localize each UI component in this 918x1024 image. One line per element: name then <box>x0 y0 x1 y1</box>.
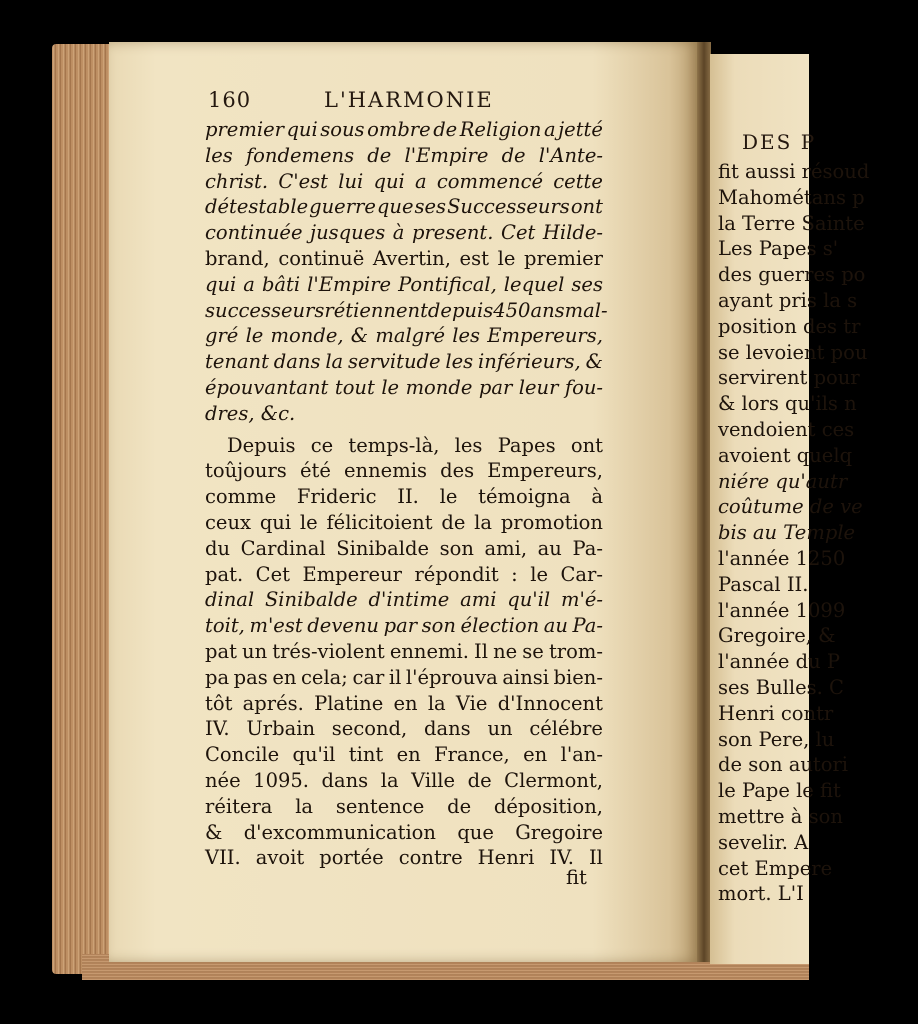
text-line: l'année 1099 <box>718 598 846 622</box>
text-line: christ. C'est lui qui a commencé cette <box>205 169 603 193</box>
book-gutter <box>697 42 711 962</box>
text-line: les fondemens de l'Empire de l'Ante- <box>205 143 603 167</box>
catchword: fit <box>566 866 587 889</box>
left-page-header <box>208 88 603 118</box>
text-line: sevelir. A <box>718 830 809 854</box>
text-line: bis au Temple <box>718 521 856 545</box>
text-line: dinal Sinibalde d'intime ami qu'il m'é- <box>205 588 603 612</box>
text-line: cet Empere <box>718 856 833 880</box>
page-number: 160 <box>208 88 252 112</box>
text-line: successeurs rétiennent depuis 450 ans mal- <box>205 298 608 322</box>
text-line: Depuis ce temps-là, les Papes ont <box>227 433 603 457</box>
text-line: avoient quelq <box>718 443 853 467</box>
text-line: vendoient ces <box>718 417 855 441</box>
text-line: Les Papes s' <box>718 237 839 261</box>
text-line: Mahométans p <box>718 185 865 209</box>
text-line: la Terre Sainte <box>718 211 865 235</box>
text-line: ses Bulles. C <box>718 675 844 699</box>
right-page <box>710 54 870 964</box>
text-line: réitera la sentence de déposition, <box>205 794 603 818</box>
text-line: son Pere, lu <box>718 727 835 751</box>
text-line: du Cardinal Sinibalde son ami, au Pa- <box>205 536 603 560</box>
text-line: toûjours été ennemis des Empereurs, <box>205 459 603 483</box>
text-line: de son autori <box>718 753 849 777</box>
right-page-text <box>718 159 918 907</box>
text-line: VII. avoit portée contre Henri IV. Il <box>205 846 603 870</box>
text-line: l'année 1250 <box>718 546 846 570</box>
left-page-text <box>205 117 608 871</box>
text-line: mettre à son <box>718 804 843 828</box>
right-running-title: DES P <box>742 130 817 154</box>
running-title: L'HARMONIE <box>324 88 494 112</box>
text-line: position des tr <box>718 314 861 338</box>
text-line: Gregoire, & <box>718 624 836 648</box>
text-line: qui a bâti l'Empire Pontifical, lequel ses <box>205 272 603 296</box>
text-line: niére qu'autr <box>718 469 848 493</box>
text-line: pat un trés-violent ennemi. Il ne se trom- <box>205 639 603 663</box>
text-line: Pascal II. <box>718 572 809 596</box>
text-line: des guerres po <box>718 263 866 287</box>
text-line: tenant dans la servitude les inférieurs, & <box>205 350 603 374</box>
text-line: Henri contr <box>718 701 834 725</box>
text-line: pat. Cet Empereur répondit : le Car- <box>205 562 603 586</box>
text-line: gré le monde, & malgré les Empereurs, <box>205 324 603 348</box>
text-line: dres, &c. <box>205 401 296 425</box>
text-line: brand, continuë Avertin, est le premier <box>205 246 603 270</box>
text-line: & lors qu'ils n <box>718 392 857 416</box>
text-line: fit aussi résoud <box>718 160 870 183</box>
text-line: l'année du P <box>718 650 840 674</box>
page-edges <box>52 44 114 974</box>
text-line: ayant pris la s <box>718 288 858 312</box>
text-line: IV. Urbain second, dans un célébre <box>205 717 603 741</box>
text-line: servirent pour <box>718 366 860 390</box>
text-line: épouvantant tout le monde par leur fou- <box>205 375 603 399</box>
text-line: continuée jusques à present. Cet Hilde- <box>205 221 603 245</box>
text-line: tôt aprés. Platine en la Vie d'Innocent <box>205 691 603 715</box>
text-line: coûtume de ve <box>718 495 863 519</box>
text-line: mort. L'I <box>718 882 804 906</box>
text-line: toit, m'est devenu par son élection au Pa- <box>205 614 603 638</box>
text-line: le Pape le fit <box>718 779 841 803</box>
text-line: se levoient pou <box>718 340 868 364</box>
text-line: ceux qui le félicitoient de la promotion <box>205 510 603 534</box>
text-line: pa pas en cela; car il l'éprouva ainsi bien- <box>205 665 603 689</box>
text-line: née 1095. dans la Ville de Clermont, <box>205 768 603 792</box>
text-line: comme Frideric II. le témoigna à <box>205 485 603 509</box>
text-line: Concile qu'il tint en France, en l'an- <box>205 743 603 767</box>
text-line: détestable guerre que ses Successeurs ont <box>205 195 603 219</box>
text-line: premier qui sous ombre de Religion a jetté <box>205 118 603 141</box>
text-line: & d'excommunication que Gregoire <box>205 820 603 844</box>
